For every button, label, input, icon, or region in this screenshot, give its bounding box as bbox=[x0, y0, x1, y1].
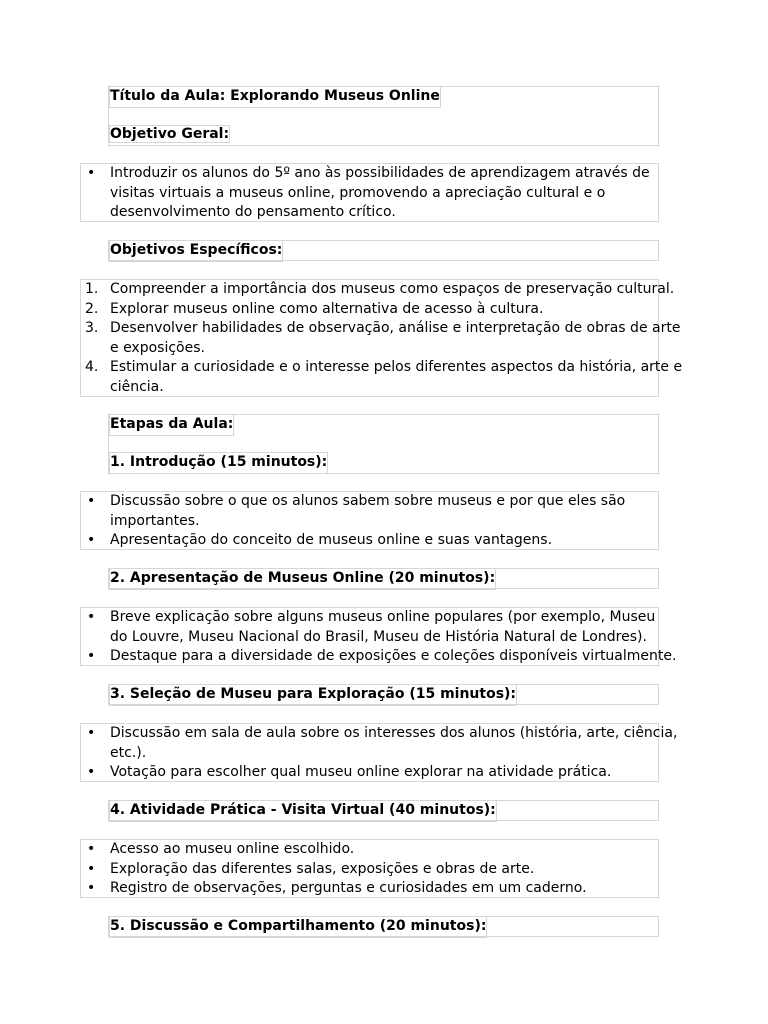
step1-title: 1. Introdução (15 minutos): bbox=[110, 453, 327, 473]
bullet-icon: • bbox=[87, 609, 96, 625]
list-item-text: visitas virtuais a museus online, promovendo a apreciação cultural e o bbox=[110, 184, 606, 201]
list-item-text: Explorar museus online como alternativa de acesso à cultura. bbox=[110, 300, 544, 317]
step4-heading-block bbox=[108, 800, 659, 821]
list-item-text: ciência. bbox=[110, 378, 164, 395]
bullet-icon: • bbox=[87, 725, 96, 741]
step3-heading-block bbox=[108, 684, 659, 705]
list-item-text: Discussão sobre o que os alunos sabem sobre museus e por que eles são bbox=[110, 493, 626, 509]
list-item-text: Introduzir os alunos do 5º ano às possibilidades de aprendizagem através de bbox=[110, 165, 650, 181]
step3-title: 3. Seleção de Museu para Exploração (15 minutos): bbox=[110, 685, 516, 705]
list-item-text: Destaque para a diversidade de exposições e coleções disponíveis virtualmente. bbox=[110, 648, 677, 664]
list-number: 4. bbox=[85, 359, 99, 375]
general-objective-list bbox=[80, 163, 659, 222]
list-item-text: Exploração das diferentes salas, exposições e obras de arte. bbox=[110, 860, 535, 877]
bullet-icon: • bbox=[87, 532, 96, 548]
list-item-text: Desenvolver habilidades de observação, análise e interpretação de obras de arte bbox=[110, 320, 681, 336]
list-item-text: importantes. bbox=[110, 512, 200, 529]
list-item-text: Compreender a importância dos museus como espaços de preservação cultural. bbox=[110, 281, 675, 297]
list-number: 2. bbox=[85, 300, 99, 317]
list-item-text: Breve explicação sobre alguns museus online populares (por exemplo, Museu bbox=[110, 609, 656, 625]
steps-heading: Etapas da Aula: bbox=[110, 415, 233, 435]
step2-title: 2. Apresentação de Museus Online (20 minutos): bbox=[110, 569, 495, 589]
bullet-icon: • bbox=[87, 880, 96, 896]
list-item-text: Estimular a curiosidade e o interesse pelos diferentes aspectos da história, arte e bbox=[110, 359, 683, 375]
step5-title: 5. Discussão e Compartilhamento (20 minutos): bbox=[110, 917, 486, 937]
bullet-icon: • bbox=[87, 860, 96, 877]
list-item-text: etc.). bbox=[110, 744, 147, 761]
list-number: 3. bbox=[85, 320, 99, 336]
specific-objectives-heading-block bbox=[108, 240, 659, 261]
step3-list bbox=[80, 723, 678, 782]
step4-title: 4. Atividade Prática - Visita Virtual (40 minutos): bbox=[110, 801, 496, 821]
list-item-text: Acesso ao museu online escolhido. bbox=[110, 841, 355, 857]
list-item-text: Apresentação do conceito de museus online e suas vantagens. bbox=[110, 532, 553, 548]
bullet-icon: • bbox=[87, 841, 96, 857]
step2-heading-block bbox=[108, 568, 659, 589]
step4-list bbox=[80, 839, 659, 898]
steps-heading-block bbox=[108, 414, 659, 474]
step1-list bbox=[80, 491, 659, 550]
lesson-title: Título da Aula: Explorando Museus Online bbox=[110, 87, 440, 107]
list-item-text: Votação para escolher qual museu online explorar na atividade prática. bbox=[110, 764, 612, 780]
list-item-text: do Louvre, Museu Nacional do Brasil, Museu de História Natural de Londres). bbox=[110, 628, 647, 645]
specific-objectives-list bbox=[80, 279, 683, 397]
general-objective-heading: Objetivo Geral: bbox=[110, 126, 230, 142]
list-item-text: Registro de observações, perguntas e curiosidades em um caderno. bbox=[110, 880, 587, 896]
list-item-text: desenvolvimento do pensamento crítico. bbox=[110, 204, 396, 220]
list-number: 1. bbox=[85, 281, 99, 297]
step5-heading-block bbox=[108, 916, 659, 937]
list-item-text: Discussão em sala de aula sobre os interesses dos alunos (história, arte, ciência, bbox=[110, 725, 678, 741]
step2-list bbox=[80, 607, 677, 666]
bullet-icon: • bbox=[87, 165, 96, 181]
bullet-icon: • bbox=[87, 764, 96, 780]
bullet-icon: • bbox=[87, 493, 96, 509]
list-item-text: e exposições. bbox=[110, 339, 205, 356]
bullet-icon: • bbox=[87, 648, 96, 664]
specific-objectives-heading: Objetivos Específicos: bbox=[110, 241, 282, 261]
title-block bbox=[108, 86, 659, 146]
